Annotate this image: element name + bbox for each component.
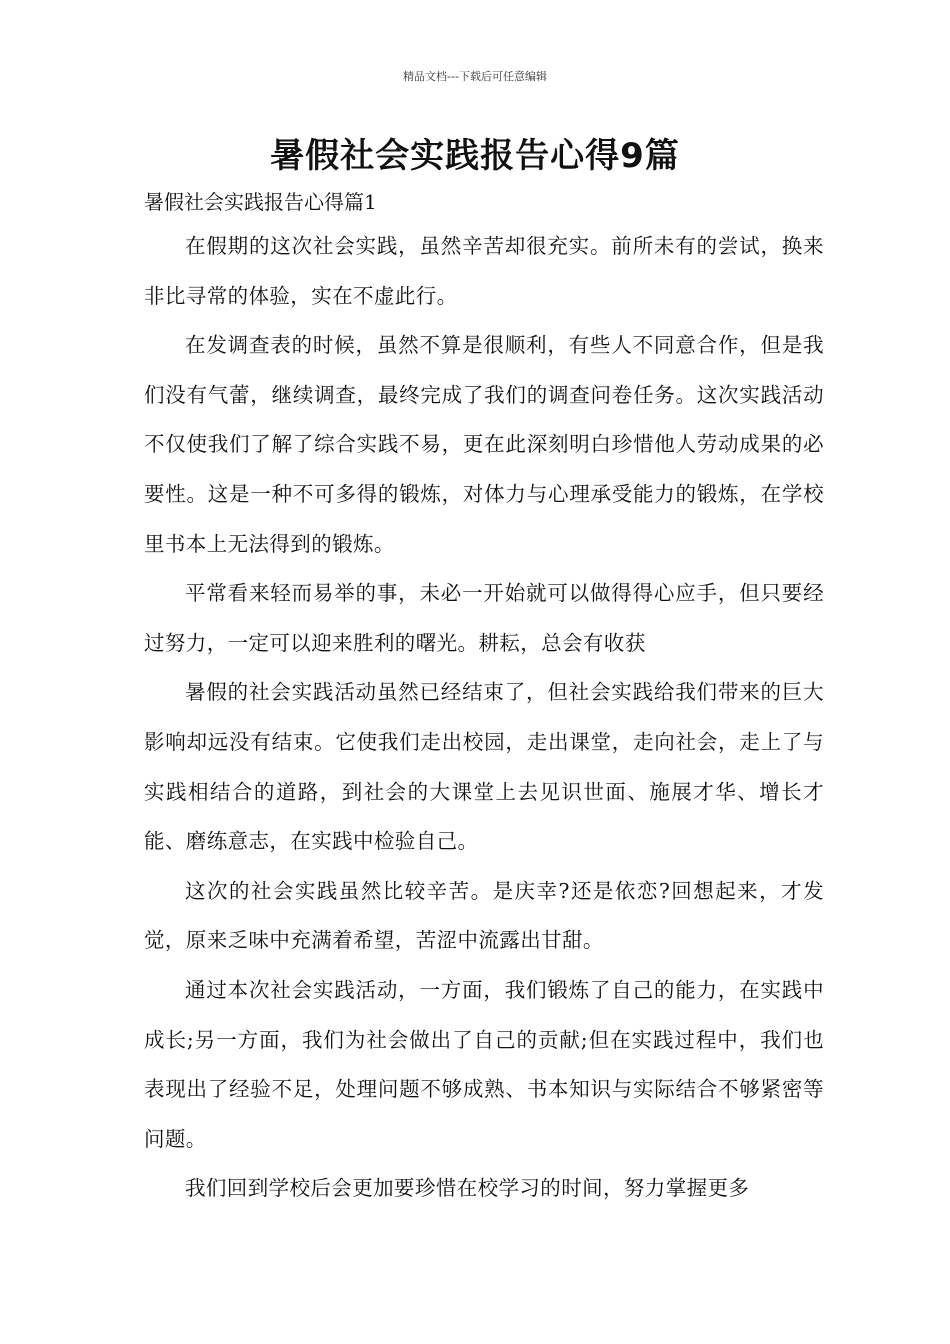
header-note: 精品文档---下载后可任意编辑 bbox=[403, 70, 547, 83]
paragraph-5: 这次的社会实践虽然比较辛苦。是庆幸?还是依恋?回想起来，才发觉，原来乏味中充满着希望，苦涩中流露出甘甜。 bbox=[144, 878, 824, 953]
document-title: 暑假社会实践报告心得9篇 bbox=[270, 136, 680, 176]
section-heading: 暑假社会实践报告心得篇1 bbox=[144, 190, 377, 214]
paragraph-2: 在发调查表的时候，虽然不算是很顺利，有些人不同意合作，但是我们没有气蕾，继续调查，最终完成了我们的调查问卷任务。这次实践活动不仅使我们了解了综合实践不易，更在此深刻明白珍惜他人劳动成果的必要性。这是一种不可多得的锻炼，对体力与心理承受能力的锻炼，在学校里书本上无法得到的锻炼。 bbox=[144, 333, 824, 556]
paragraph-1: 在假期的这次社会实践，虽然辛苦却很充实。前所未有的尝试，换来非比寻常的体验，实在不虚此行。 bbox=[144, 234, 824, 308]
paragraph-3: 平常看来轻而易举的事，未必一开始就可以做得得心应手，但只要经过努力，一定可以迎来胜利的曙光。耕耘，总会有收获 bbox=[144, 581, 824, 655]
document-body bbox=[144, 222, 824, 1214]
paragraph-6: 通过本次社会实践活动，一方面，我们锻炼了自己的能力，在实践中成长;另一方面，我们为社会做出了自己的贡献;但在实践过程中，我们也表现出了经验不足，处理问题不够成熟、书本知识与实际结合不够紧密等问题。 bbox=[144, 977, 824, 1151]
paragraph-4: 暑假的社会实践活动虽然已经结束了，但社会实践给我们带来的巨大影响却远没有结束。它使我们走出校园，走出课堂，走向社会，走上了与实践相结合的道路，到社会的大课堂上去见识世面、施展才华、增长才能、磨练意志，在实践中检验自己。 bbox=[144, 680, 824, 854]
paragraph-7: 我们回到学校后会更加要珍惜在校学习的时间，努力掌握更多 bbox=[185, 1176, 750, 1201]
